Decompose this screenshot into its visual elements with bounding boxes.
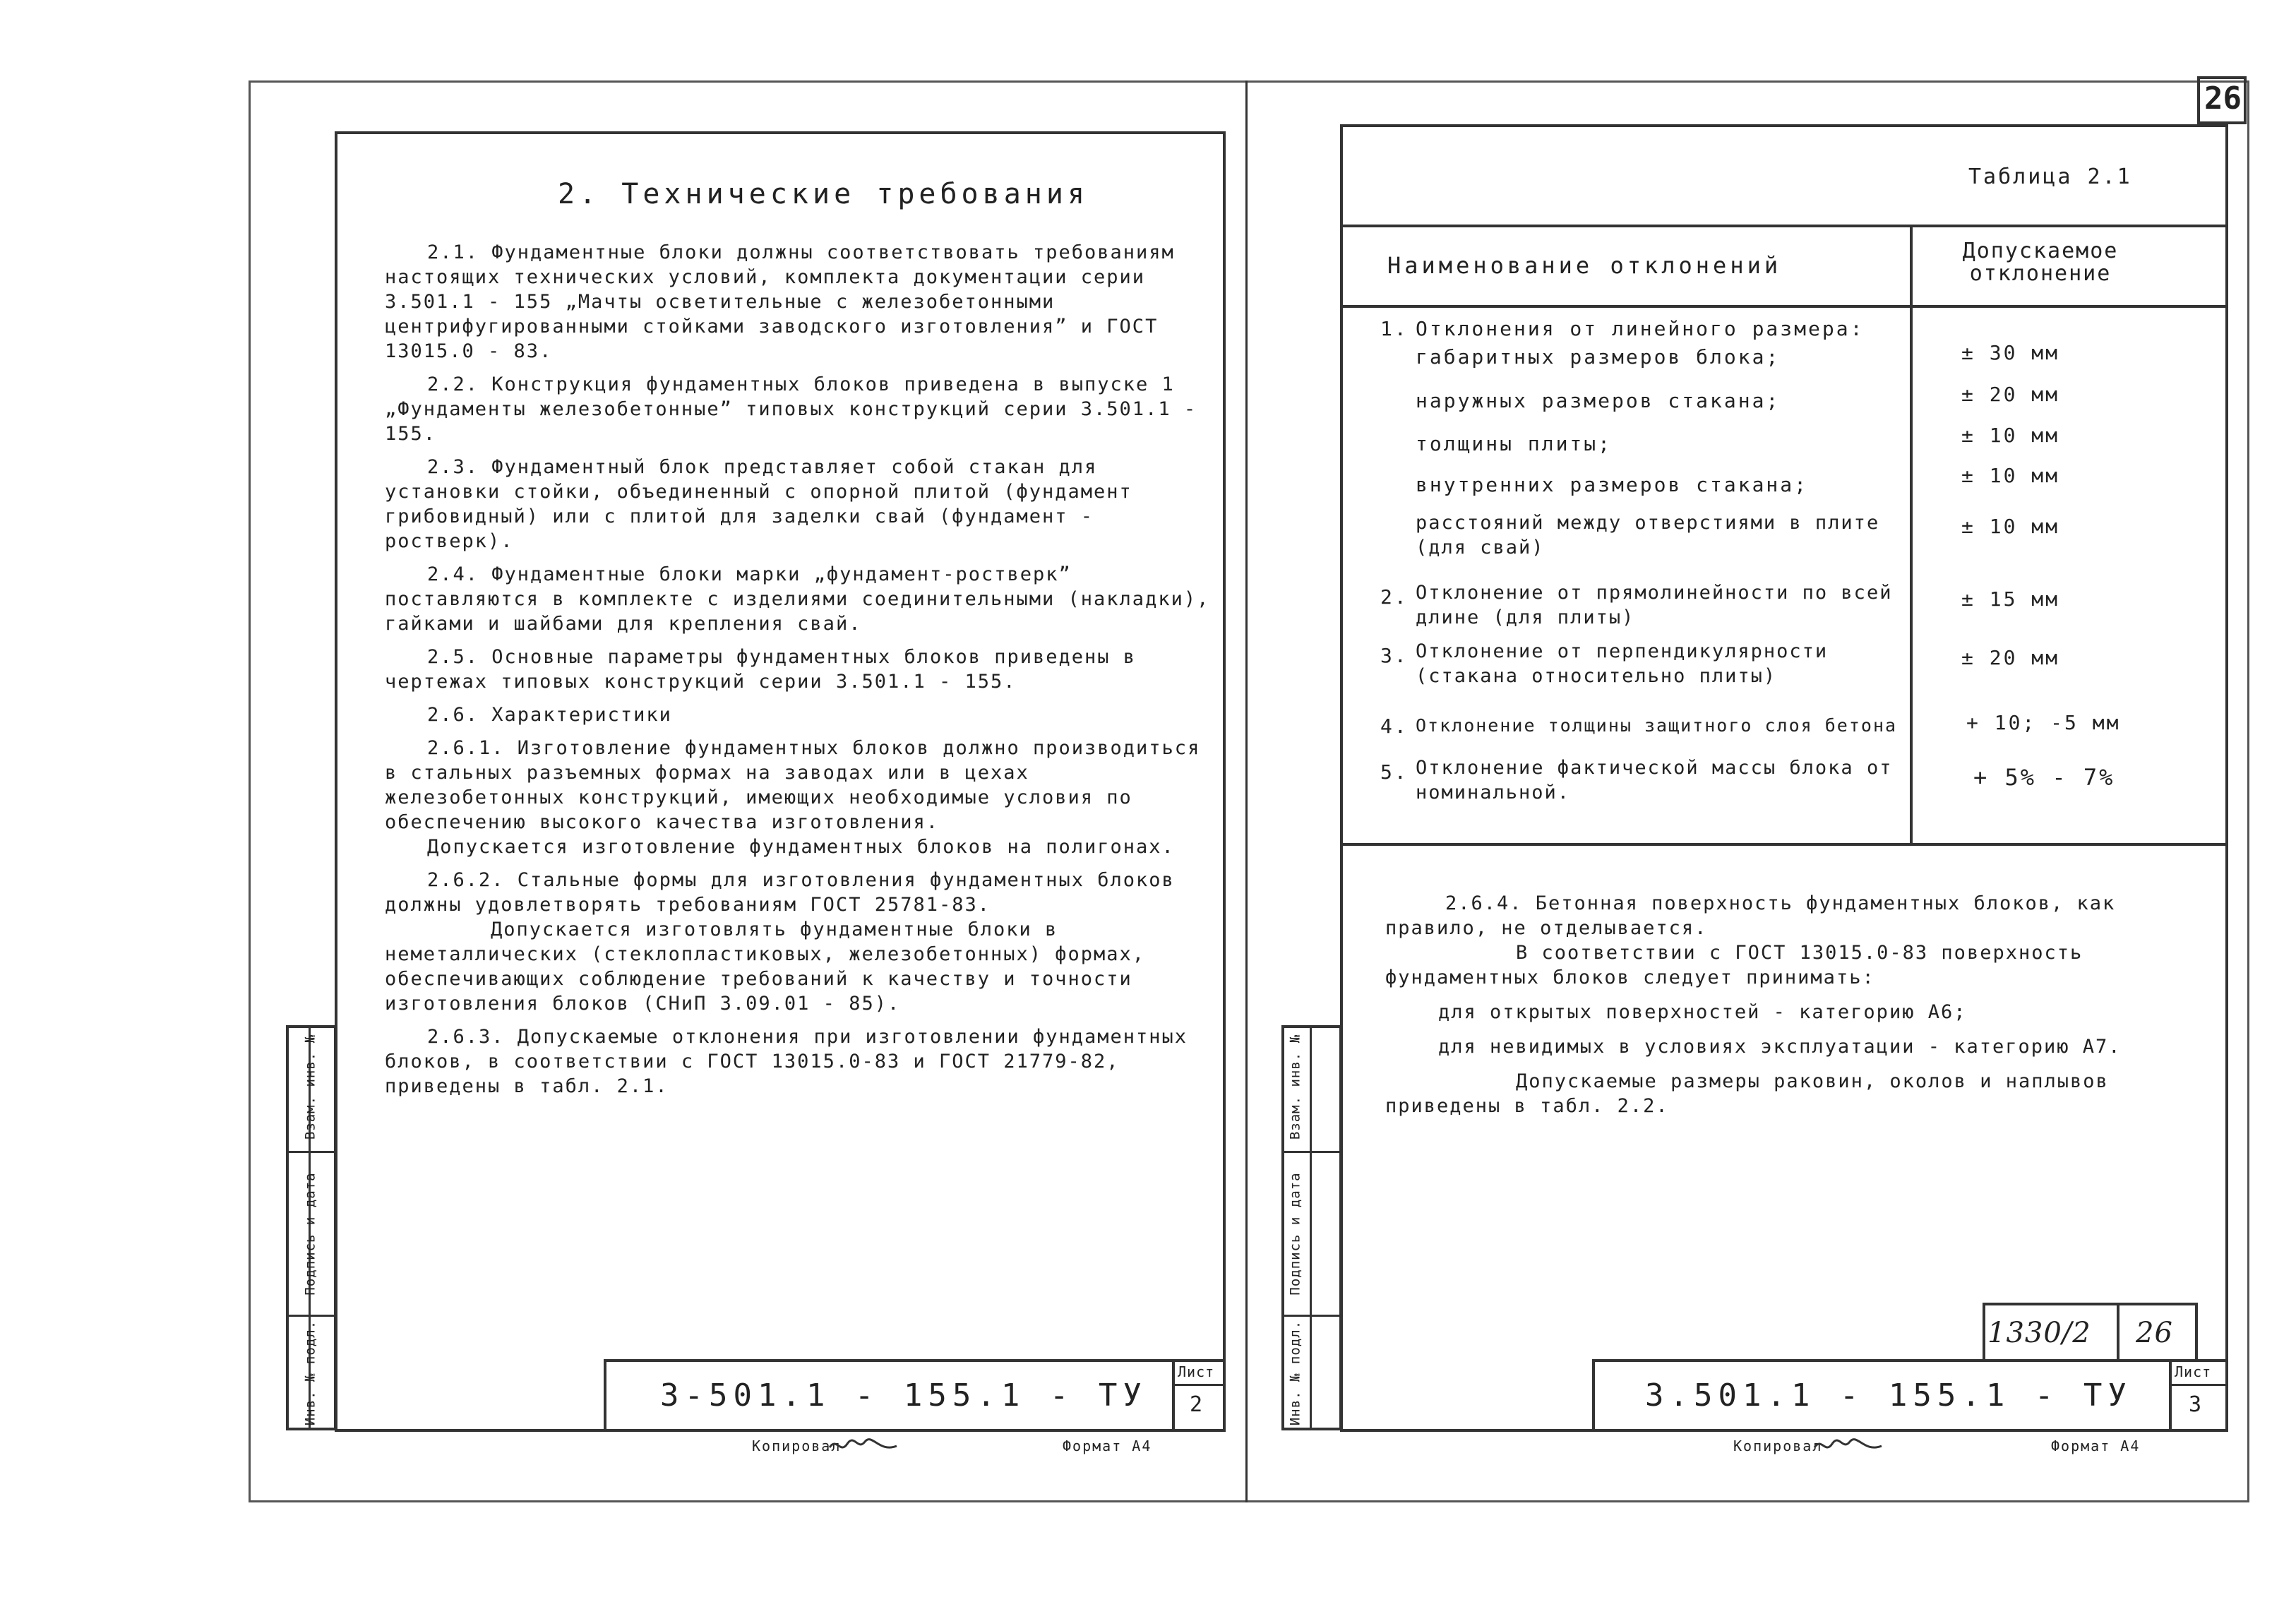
para-2-6-2b: Допускается изготовлять фундаментные блоки в неметаллических (стеклопластиковых, железобетонных) формах, обеспечивающих соблюдение требований к качеству и точности изготовления блоков (СНиП 3.09.01 - 85).: [385, 919, 1146, 1015]
row2-name: Отклонение от прямолинейности по всей длине (для плиты): [1416, 582, 1893, 628]
left-sheet-divider: [1172, 1359, 1175, 1432]
left-sheet-label-line: [1172, 1384, 1226, 1386]
row1e-value: ± 10 мм: [1961, 515, 2060, 538]
para-2-3: 2.3. Фундаментный блок представляет собой стакан для установки стойки, объединенный с опорной плитой (фундамент грибовидный) или с плитой для заделки свай (фундамент - ростверк).: [385, 456, 1132, 552]
para-2-6-2: 2.6.2. Стальные формы для изготовления фундаментных блоков должны удовлетворять требованиям ГОСТ 25781-83.: [385, 869, 1175, 916]
para-2-1: 2.1. Фундаментные блоки должны соответствовать требованиям настоящих технических условий, комплекта документации серии 3.501.1 - 155 „Мачты осветительные с железобетонными центрифугированными стойками заводского изготовления” и ГОСТ 13015.0 - 83.: [385, 241, 1175, 362]
right-inv-label: Инв. № подл.: [1287, 1320, 1303, 1426]
right-signature-label: Подпись и дата: [1287, 1172, 1303, 1296]
para-2-6-4b: В соответствии с ГОСТ 13015.0-83 поверхность фундаментных блоков следует принимать:: [1385, 942, 2083, 988]
left-text: [385, 240, 1211, 1099]
row1d-name: внутренних размеров стакана;: [1416, 473, 1809, 496]
row1-name: Отклонения от линейного размера:: [1416, 317, 1865, 340]
row1a-value: ± 30 мм: [1961, 341, 2060, 364]
para-2-6-1: 2.6.1. Изготовление фундаментных блоков должно производиться в стальных разъемных формах на заводах или в цехах железобетонных конструкций, имеющих необходимые условия по обеспечению высокого качества изготовления.: [385, 737, 1201, 833]
para-2-6-4c: для открытых поверхностей - категорию А6;: [1438, 1001, 1967, 1023]
row2-value: ± 15 мм: [1961, 587, 2060, 611]
row5-value: + 5% - 7%: [1973, 764, 2115, 791]
row4-value: + 10; -5 мм: [1966, 711, 2121, 734]
para-2-4: 2.4. Фундаментные блоки марки „фундамент-ростверк” поставляются в комплекте с изделиями соединительными (накладки), гайками и шайбами для крепления свай.: [385, 563, 1210, 635]
right-sheet-label-line: [2169, 1384, 2228, 1386]
right-doc-code: 3.501.1 - 155.1 - ТУ: [1645, 1377, 2132, 1413]
para-2-6: 2.6. Характеристики: [427, 704, 672, 726]
para-2-5: 2.5. Основные параметры фундаментных блоков приведены в чертежах типовых конструкций серии 3.501.1 - 155.: [385, 646, 1137, 693]
row1e-name: расстояний между отверстиями в плите (для свай): [1416, 512, 1880, 558]
row3-name: Отклонение от перпендикулярности (стакана относительно плиты): [1416, 640, 1829, 687]
para-2-6-3: 2.6.3. Допускаемые отклонения при изготовлении фундаментных блоков, в соответствии с ГОСТ 13015.0-83 и ГОСТ 21779-82, приведены в табл. 2.1.: [385, 1026, 1188, 1097]
archive-page: 26: [2136, 1317, 2173, 1349]
archive-number: 1330/2: [1987, 1317, 2091, 1349]
right-copied-signature: [1811, 1433, 1889, 1459]
col2-header: Допускаемое отклонение: [1962, 239, 2119, 286]
left-copied-signature: [826, 1433, 904, 1459]
row1c-name: толщины плиты;: [1416, 432, 1613, 455]
left-signature-label: Подпись и дата: [302, 1172, 318, 1296]
right-format-label: Формат А4: [2051, 1437, 2141, 1454]
para-2-6-4d: для невидимых в условиях эксплуатации - категорию А7.: [1438, 1036, 2122, 1058]
right-sheet-divider: [2169, 1359, 2172, 1432]
row1c-value: ± 10 мм: [1961, 424, 2060, 447]
row3-num: 3.: [1380, 644, 1409, 667]
table-col-divider: [1910, 225, 1913, 843]
para-2-6-1b: Допускается изготовление фундаментных блоков на полигонах.: [427, 836, 1175, 858]
left-replace-label: Взам. инв. №: [302, 1034, 318, 1140]
right-text: [1385, 891, 2197, 1118]
row4-num: 4.: [1380, 715, 1409, 738]
archive-number-divider: [2117, 1303, 2119, 1359]
table-header-line: [1340, 305, 2228, 308]
left-sheet-number: 2: [1190, 1392, 1205, 1417]
page-number: 26: [2204, 80, 2242, 116]
row1b-name: наружных размеров стакана;: [1416, 389, 1781, 412]
table-bottom-line: [1340, 843, 2228, 846]
right-sheet-number: 3: [2189, 1392, 2204, 1417]
para-2-6-4e: Допускаемые размеры раковин, околов и наплывов приведены в табл. 2.2.: [1385, 1070, 2109, 1117]
table-top-line: [1340, 225, 2228, 227]
row5-num: 5.: [1380, 760, 1409, 784]
table-title: Таблица 2.1: [1968, 165, 2132, 189]
row3-value: ± 20 мм: [1961, 646, 2060, 669]
para-2-2: 2.2. Конструкция фундаментных блоков приведена в выпуске 1 „Фундаменты железобетонные” типовых конструкций серии 3.501.1 - 155.: [385, 373, 1197, 445]
left-format-label: Формат А4: [1063, 1437, 1152, 1454]
left-inv-label: Инв. № подл.: [302, 1320, 318, 1426]
left-copied-label: Копировал: [752, 1437, 842, 1454]
right-side-divider: [1310, 1025, 1312, 1430]
row1d-value: ± 10 мм: [1961, 464, 2060, 487]
row1-num: 1.: [1380, 317, 1409, 340]
row1a-name: габаритных размеров блока;: [1416, 345, 1781, 369]
right-copied-label: Копировал: [1733, 1437, 1823, 1454]
para-2-6-4: 2.6.4. Бетонная поверхность фундаментных блоков, как правило, не отделывается.: [1385, 892, 2116, 939]
row2-num: 2.: [1380, 585, 1409, 609]
left-heading: 2. Технические требования: [558, 178, 1089, 210]
right-replace-label: Взам. инв. №: [1287, 1034, 1303, 1140]
right-sheet-label: Лист: [2175, 1363, 2212, 1380]
row4-name: Отклонение толщины защитного слоя бетона: [1416, 715, 1898, 736]
row1b-value: ± 20 мм: [1961, 383, 2060, 406]
left-sheet-label: Лист: [1178, 1363, 1215, 1380]
col1-header: Наименование отклонений: [1387, 252, 1782, 279]
page-fold: [1245, 80, 1248, 1502]
left-doc-code: 3-501.1 - 155.1 - ТУ: [660, 1377, 1147, 1413]
row5-name: Отклонение фактической массы блока от номинальной.: [1416, 757, 1893, 803]
